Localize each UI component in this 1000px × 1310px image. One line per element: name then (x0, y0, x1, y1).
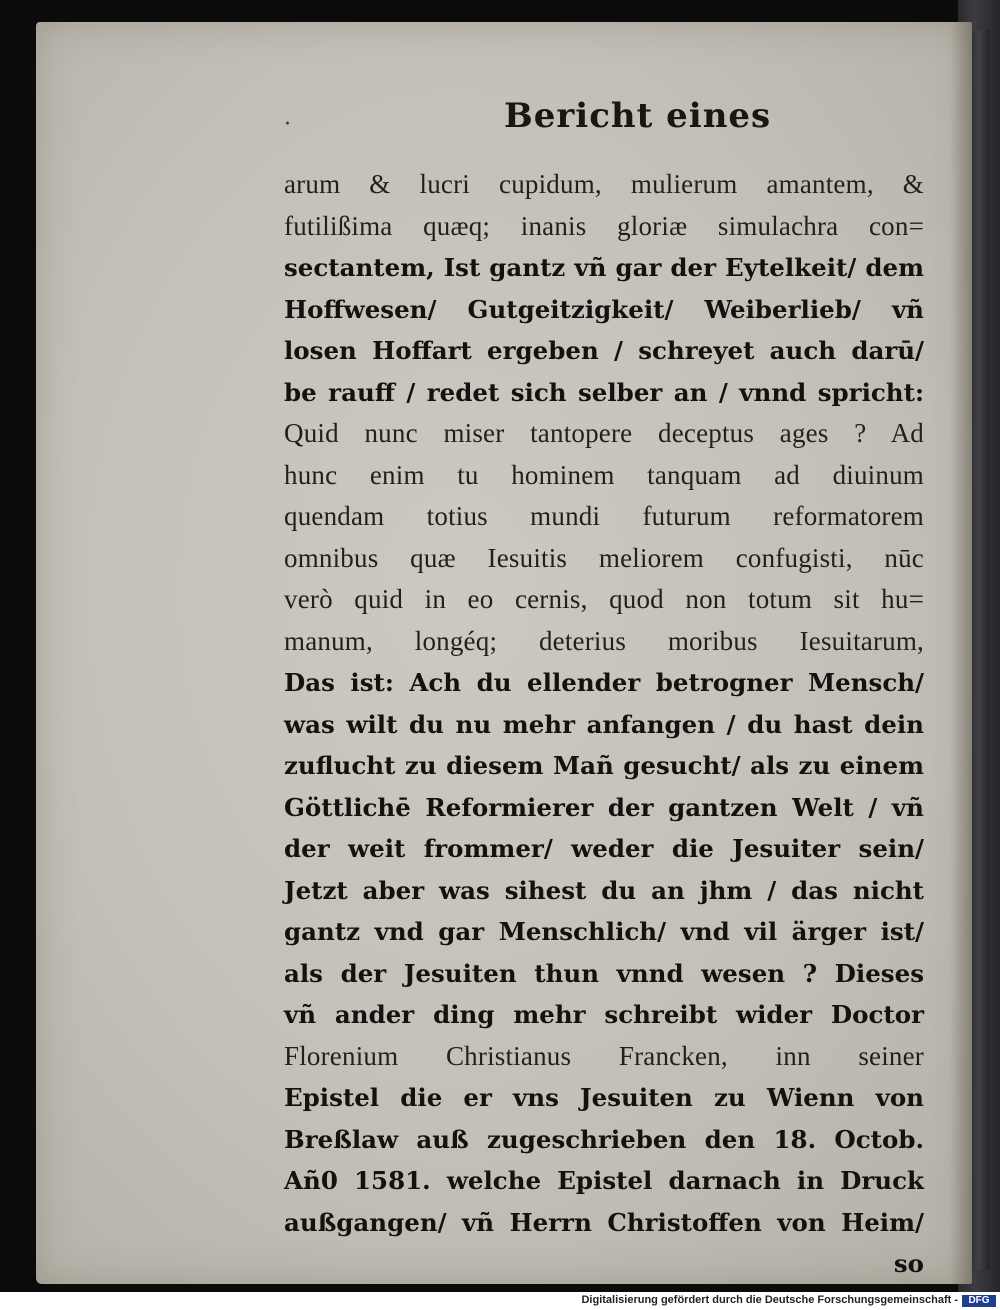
text-line: außgangen/ vñ Herrn Christoffen von Heim/ (284, 1207, 924, 1237)
text-line: Jetzt aber was sihest du an jhm / das nicht (284, 875, 924, 905)
page-text (284, 164, 924, 1285)
text-line: Añ0 1581. welche Epistel darnach in Druck (284, 1166, 924, 1195)
page-mark: · (284, 112, 295, 137)
running-head (36, 94, 972, 154)
dfg-logo-icon: DFG (962, 1295, 996, 1307)
text-line: Göttlichē Reformierer der gantzen Welt / vñ (284, 792, 924, 822)
text-line: Breßlaw auß zugeschrieben den 18. Octob. (284, 1124, 924, 1154)
text-line: was wilt du nu mehr anfangen / du hast dein (284, 709, 924, 739)
text-line: vñ ander ding mehr schreibt wider Doctor (284, 1000, 924, 1029)
book-page (36, 22, 972, 1284)
text-line: arum & lucri cupidum, mulierum amantem, & (284, 169, 924, 199)
running-head-title: Bericht eines (504, 96, 772, 136)
text-line: Das ist: Ach du ellender betrogner Mensch/ (284, 668, 924, 697)
text-line: omnibus quæ Iesuitis meliorem confugisti, nūc (284, 542, 924, 573)
text-line: quendam totius mundi futurum reformatorem (284, 501, 924, 531)
text-line: sectantem, Ist gantz vñ gar der Eytelkeit/ dem (284, 253, 924, 282)
text-line: manum, longéq; deterius moribus Iesuitarum, (284, 625, 924, 656)
text-line: Hoffwesen/ Gutgeitzigkeit/ Weiberlieb/ vñ (284, 294, 924, 324)
text-line: futilißima quæq; inanis gloriæ simulachra con= (284, 210, 924, 241)
text-line: Epistel die er vns Jesuiten zu Wienn von (284, 1083, 924, 1112)
text-line: verò quid in eo cernis, quod non totum sit hu= (284, 584, 924, 614)
text-line: Quid nunc miser tantopere deceptus ages ? Ad (284, 418, 924, 448)
text-line: gantz vnd gar Menschlich/ vnd vil ärger ist/ (284, 917, 924, 946)
text-line: hunc enim tu hominem tanquam ad diuinum (284, 459, 924, 490)
text-line: losen Hoffart ergeben / schreyet auch darū/ (284, 336, 924, 365)
catchword: so (893, 1249, 924, 1278)
footer-bar (0, 1292, 1000, 1310)
text-line: zuflucht zu diesem Mañ gesucht/ als zu einem (284, 751, 924, 780)
dfg-credit-text: Digitalisierung gefördert durch die Deutsche Forschungsgemeinschaft - (581, 1294, 958, 1306)
text-line: der weit frommer/ weder die Jesuiter sein/ (284, 834, 924, 863)
text-line: be rauff / redet sich selber an / vnnd spricht: (284, 377, 924, 407)
text-line: Florenium Christianus Francken, inn seiner (284, 1040, 924, 1071)
text-line: als der Jesuiten thun vnnd wesen ? Dieses (284, 958, 924, 988)
